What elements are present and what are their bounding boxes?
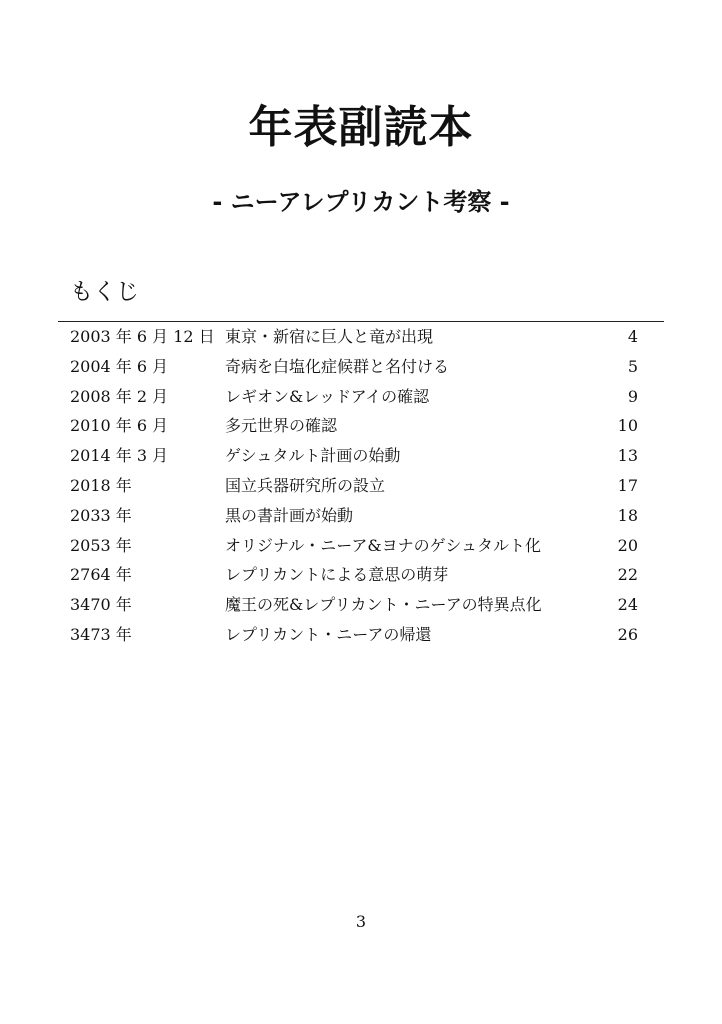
toc-entry-title: 黒の書計画が始動 [225, 505, 354, 525]
toc-entry[interactable] [0, 560, 722, 590]
toc-entry[interactable] [0, 441, 722, 471]
toc-entry-date: 3473 年 [70, 624, 132, 644]
toc-entry[interactable] [0, 352, 722, 382]
document-subtitle: - ニーアレプリカント考察 - [212, 188, 510, 216]
toc-entry-date: 2053 年 [70, 535, 132, 555]
toc-entry-page: 22 [617, 565, 638, 585]
toc-entry-date: 2008 年 2 月 [70, 386, 169, 406]
toc-entry-date: 2033 年 [70, 505, 132, 525]
toc-entry-page: 9 [627, 386, 638, 406]
toc-entry-title: 東京・新宿に巨人と竜が出現 [225, 327, 434, 346]
toc-entry-date: 2003 年 6 月 12 日 [70, 327, 215, 346]
toc-entry-title: レプリカント・ニーアの帰還 [225, 624, 432, 644]
toc-entry-page: 20 [617, 535, 638, 555]
toc-entry-date: 2764 年 [70, 565, 132, 585]
toc-entry-page: 13 [617, 446, 638, 466]
toc-entry[interactable] [0, 590, 722, 620]
toc-entry[interactable] [0, 531, 722, 561]
toc-entry-page: 18 [617, 505, 638, 525]
toc-list [0, 322, 722, 650]
toc-entry[interactable] [0, 501, 722, 531]
toc-entry[interactable] [0, 382, 722, 412]
toc-entry[interactable] [0, 620, 722, 650]
toc-entry-title: 国立兵器研究所の設立 [225, 475, 386, 495]
toc-entry-date: 2018 年 [70, 475, 132, 495]
toc-heading: もくじ [70, 279, 139, 305]
toc-entry-page: 24 [617, 595, 638, 615]
toc-entry-page: 4 [627, 327, 638, 346]
toc-entry-title: オリジナル・ニーア&ヨナのゲシュタルト化 [225, 535, 542, 555]
toc-entry-title: 魔王の死&レプリカント・ニーアの特異点化 [225, 595, 542, 615]
toc-entry-title: 多元世界の確認 [225, 416, 338, 436]
toc-entry-page: 10 [617, 416, 638, 436]
toc-entry-page: 26 [617, 624, 638, 644]
toc-entry[interactable] [0, 411, 722, 441]
toc-entry-title: ゲシュタルト計画の始動 [225, 446, 401, 466]
toc-entry-date: 2004 年 6 月 [70, 356, 169, 376]
toc-entry-title: 奇病を白塩化症候群と名付ける [225, 356, 450, 376]
toc-entry-title: レギオン&レッドアイの確認 [225, 386, 430, 406]
toc-entry[interactable] [0, 322, 722, 352]
toc-entry[interactable] [0, 471, 722, 501]
toc-entry-date: 3470 年 [70, 595, 132, 615]
toc-entry-page: 5 [627, 356, 638, 376]
toc-entry-date: 2010 年 6 月 [70, 416, 169, 436]
toc-entry-page: 17 [617, 475, 638, 495]
toc-entry-date: 2014 年 3 月 [70, 446, 169, 466]
toc-entry-title: レプリカントによる意思の萌芽 [225, 565, 449, 585]
page-number: 3 [355, 912, 367, 931]
document-title: 年表副読本 [248, 102, 474, 153]
